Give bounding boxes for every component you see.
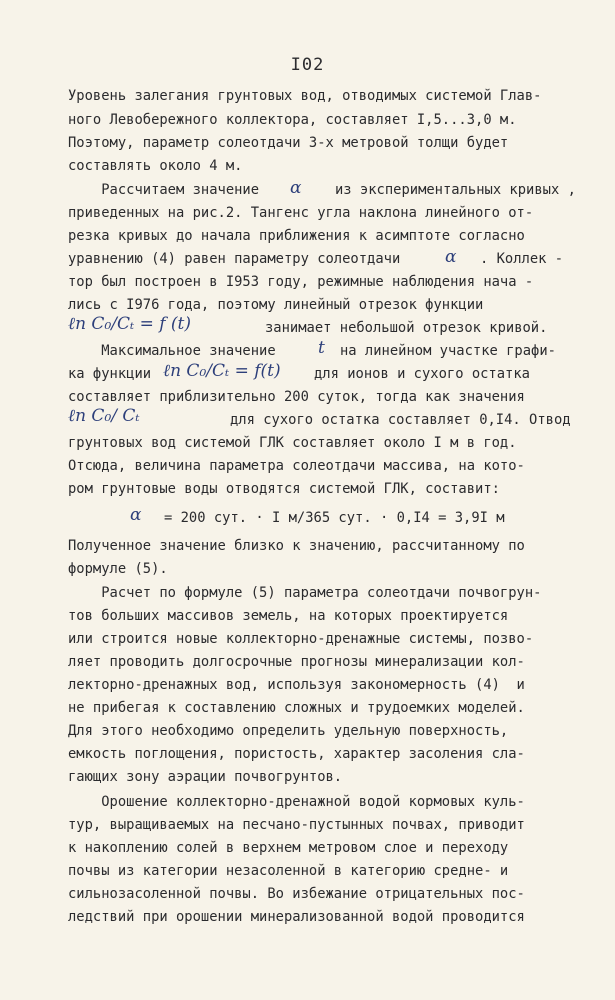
text-line: Расчет по формуле (5) параметра солеотдачи почвогрун- (68, 585, 542, 601)
text-line: уравнению (4) равен параметру солеотдачи (68, 251, 401, 267)
text-line: тур, выращиваемых на песчано-пустынных почвах, приводит (68, 817, 525, 833)
text-line: составлять около 4 м. (68, 158, 243, 174)
text-line: для ионов и сухого остатка (314, 366, 530, 382)
text-line: Поэтому, параметр солеотдачи 3-х метровой толщи будет (68, 135, 509, 151)
text-line: занимает небольшой отрезок кривой. (265, 320, 548, 336)
text-line: на линейном участке графи- (340, 343, 556, 359)
text-line: емкость поглощения, пористость, характер засоления сла- (68, 746, 525, 762)
text-line: не прибегая к составлению сложных и трудоемких моделей. (68, 700, 525, 716)
handwritten-formula: ℓn C₀/Cₜ = f(t) (163, 361, 281, 381)
alpha-symbol: α (130, 505, 142, 525)
page-number: I02 (290, 55, 325, 75)
text-line: тов больших массивов земель, на которых проектируется (68, 608, 509, 624)
text-line: Максимальное значение (68, 343, 276, 359)
text-line: ного Левобережного коллектора, составляет I,5...3,0 м. (68, 112, 517, 128)
text-line: грунтовых вод системой ГЛК составляет около I м в год. (68, 435, 517, 451)
text-line: из экспериментальных кривых , (335, 182, 576, 198)
text-line: . Коллек - (480, 251, 564, 267)
text-line: Полученное значение близко к значению, рассчитанному по (68, 538, 525, 554)
text-line: формуле (5). (68, 561, 168, 577)
alpha-symbol: α (445, 247, 457, 267)
text-line: к накоплению солей в верхнем метровом слое и переходу (68, 840, 509, 856)
equation-line: = 200 сут. · I м/365 сут. · 0,I4 = 3,9I м (164, 510, 505, 526)
text-line: почвы из категории незасоленной в категорию средне- и (68, 863, 509, 879)
handwritten-formula: ℓn C₀/Cₜ = f (t) (68, 314, 192, 334)
text-line: сильнозасоленной почвы. Во избежание отрицательных пос- (68, 886, 525, 902)
text-line: ляет проводить долгосрочные прогнозы минерализации кол- (68, 654, 525, 670)
text-line: Рассчитаем значение (68, 182, 260, 198)
text-line: приведенных на рис.2. Тангенс угла наклона линейного от- (68, 205, 534, 221)
text-line: ледствий при орошении минерализованной водой проводится (68, 909, 525, 925)
alpha-symbol: α (290, 178, 302, 198)
text-line: составляет приблизительно 200 суток, тогда как значения (68, 389, 525, 405)
text-line: Уровень залегания грунтовых вод, отводимых системой Глав- (68, 88, 542, 104)
handwritten-formula: ℓn C₀/ Cₜ (68, 406, 140, 426)
text-line: тор был построен в I953 году, режимные наблюдения нача - (68, 274, 534, 290)
text-line: Орошение коллекторно-дренажной водой кормовых куль- (68, 794, 525, 810)
text-line: Отсюда, величина параметра солеотдачи массива, на кото- (68, 458, 525, 474)
text-line: резка кривых до начала приближения к асимптоте согласно (68, 228, 525, 244)
text-line: ка функции (68, 366, 152, 382)
text-line: для сухого остатка составляет 0,I4. Отвод (230, 412, 571, 428)
text-line: лекторно-дренажных вод, используя закономерность (4) и (68, 677, 525, 693)
text-line: Для этого необходимо определить удельную поверхность, (68, 723, 509, 739)
t-symbol: t (318, 338, 325, 358)
text-line: лись с I976 года, поэтому линейный отрезок функции (68, 297, 484, 313)
text-line: гающих зону аэрации почвогрунтов. (68, 769, 343, 785)
text-line: ром грунтовые воды отводятся системой ГЛК, составит: (68, 481, 500, 497)
text-line: или строится новые коллекторно-дренажные системы, позво- (68, 631, 534, 647)
